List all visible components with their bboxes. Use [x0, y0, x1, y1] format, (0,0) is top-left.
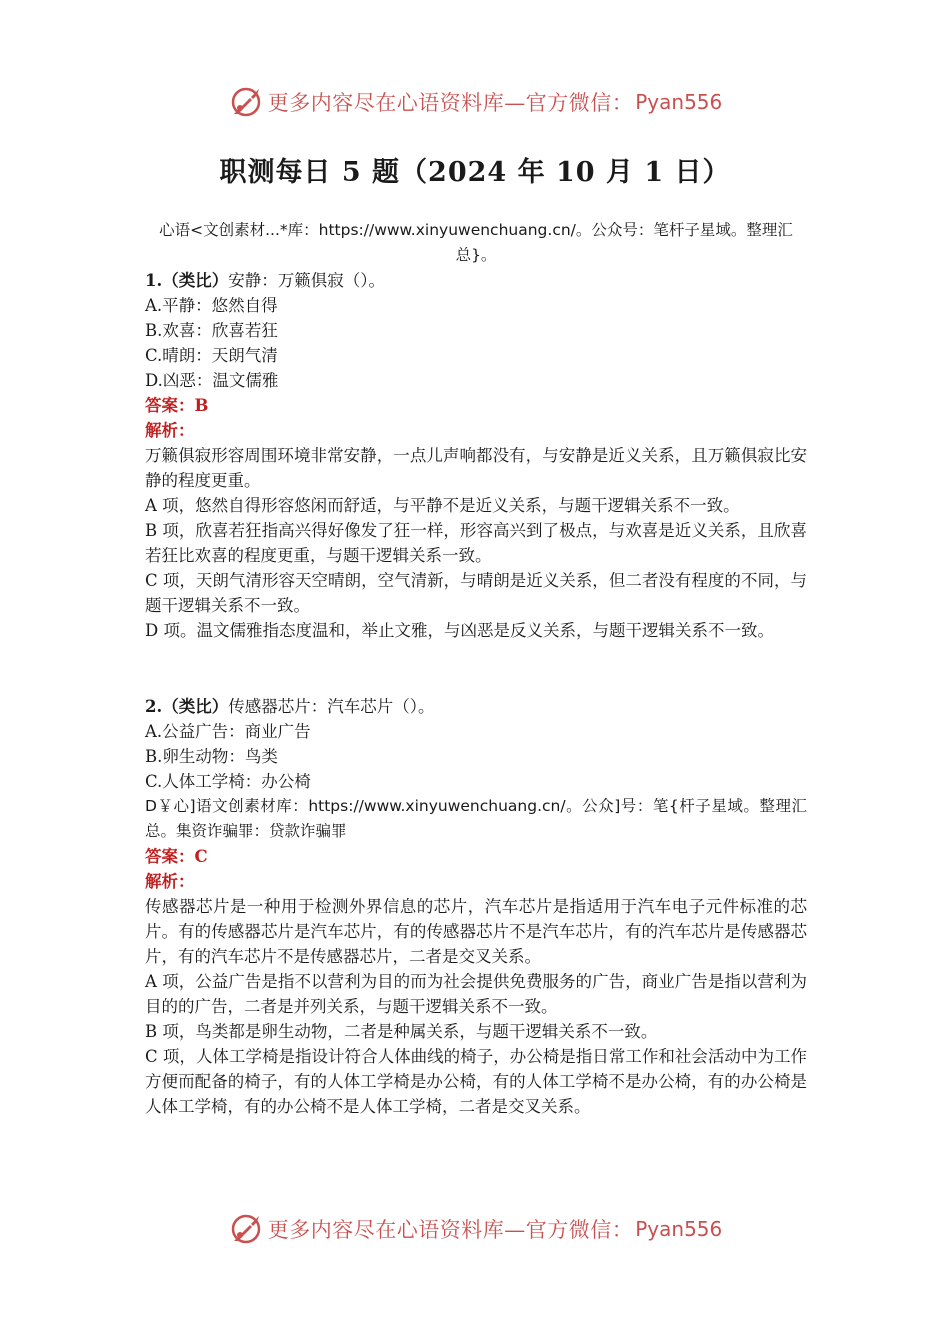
- question-1-analysis-label: 解析：: [145, 421, 195, 440]
- banner-text: 更多内容尽在心语资料库—官方微信：: [267, 1218, 634, 1242]
- question-2-analysis-paragraph: 传感器芯片是一种用于检测外界信息的芯片，汽车芯片是指适用于汽车电子元件标准的芯片。有的传感器芯片是汽车芯片，有的传感器芯片不是汽车芯片，有的汽车芯片是传感器芯片，有的汽车芯片不是传感器芯片，二者是交叉关系。: [145, 897, 807, 966]
- question-1-stem: [145, 268, 807, 293]
- question-tag: （类比）: [162, 697, 229, 716]
- question-text: 安静：万籁俱寂（）。: [228, 271, 385, 290]
- question-2-analysis-paragraph: B 项，鸟类都是卵生动物，二者是种属关系，与题干逻辑关系不一致。: [145, 1022, 658, 1041]
- question-2-option-c: C.人体工学椅：办公椅: [145, 772, 311, 791]
- question-2-analysis-paragraph: A 项，公益广告是指不以营利为目的而为社会提供免费服务的广告，商业广告是指以营利为目的的广告，二者是并列关系，与题干逻辑关系不一致。: [145, 972, 807, 1016]
- question-1-analysis-paragraph: B 项，欣喜若狂指高兴得好像发了狂一样，形容高兴到了极点，与欢喜是近义关系，且欣喜若狂比欢喜的程度更重，与题干逻辑关系一致。: [145, 521, 807, 565]
- question-1-answer: 答案：B: [145, 396, 209, 415]
- page-title: 职测每日 5 题（2024 年 10 月 1 日）: [219, 157, 731, 188]
- section-spacer: [145, 643, 807, 694]
- header-banner: [0, 82, 950, 122]
- question-text: 传感器芯片：汽车芯片（）。: [228, 697, 435, 716]
- footer-banner: [0, 1209, 950, 1249]
- question-1-analysis-paragraph: A 项，悠然自得形容悠闲而舒适，与平静不是近义关系，与题干逻辑关系不一致。: [145, 496, 740, 515]
- question-2-option-a: A.公益广告：商业广告: [145, 722, 311, 741]
- question-number: 2.: [145, 697, 163, 716]
- question-2-analysis-label: 解析：: [145, 872, 195, 891]
- question-1-analysis-paragraph: C 项，天朗气清形容天空晴朗，空气清新，与晴朗是近义关系，但二者没有程度的不同，与题干逻辑关系不一致。: [145, 571, 807, 615]
- quill-pen-logo-icon: [228, 1211, 264, 1247]
- banner-wechat-id: Pyan556: [635, 1217, 723, 1241]
- source-notice: 心语<文创素材...*库：https://www.xinyuwenchuang.cn/。公众号：笔杆子星域。整理汇总}。: [159, 221, 793, 264]
- quill-pen-logo-icon: [228, 84, 264, 120]
- question-tag: （类比）: [162, 271, 229, 290]
- question-number: 1.: [145, 271, 163, 290]
- question-2-option-d-with-watermark: D￥心]语文创素材库：https://www.xinyuwenchuang.cn/。公众]号：笔{杆子星域。整理汇总。集资诈骗罪：贷款诈骗罪: [145, 797, 807, 840]
- document-body: [145, 218, 807, 1119]
- question-1-analysis-paragraph: 万籁俱寂形容周围环境非常安静，一点儿声响都没有，与安静是近义关系，且万籁俱寂比安静的程度更重。: [145, 446, 807, 490]
- question-2-option-b: B.卵生动物：鸟类: [145, 747, 278, 766]
- question-1-option-a: A.平静：悠然自得: [145, 296, 278, 315]
- question-1-option-c: C.晴朗：天朗气清: [145, 346, 278, 365]
- question-2-answer: 答案：C: [145, 847, 208, 866]
- question-2-stem: [145, 694, 807, 719]
- question-1-option-b: B.欢喜：欣喜若狂: [145, 321, 278, 340]
- question-2-analysis-paragraph: C 项，人体工学椅是指设计符合人体曲线的椅子，办公椅是指日常工作和社会活动中为工作方便而配备的椅子，有的人体工学椅是办公椅，有的人体工学椅不是办公椅，有的办公椅是人体工学椅，有的办公椅不是人体工学椅，二者是交叉关系。: [145, 1047, 807, 1116]
- banner-wechat-id: Pyan556: [635, 90, 723, 114]
- question-1-option-d: D.凶恶：温文儒雅: [145, 371, 279, 390]
- question-1-analysis-paragraph: D 项。温文儒雅指态度温和，举止文雅，与凶恶是反义关系，与题干逻辑关系不一致。: [145, 621, 774, 640]
- banner-text: 更多内容尽在心语资料库—官方微信：: [267, 91, 634, 115]
